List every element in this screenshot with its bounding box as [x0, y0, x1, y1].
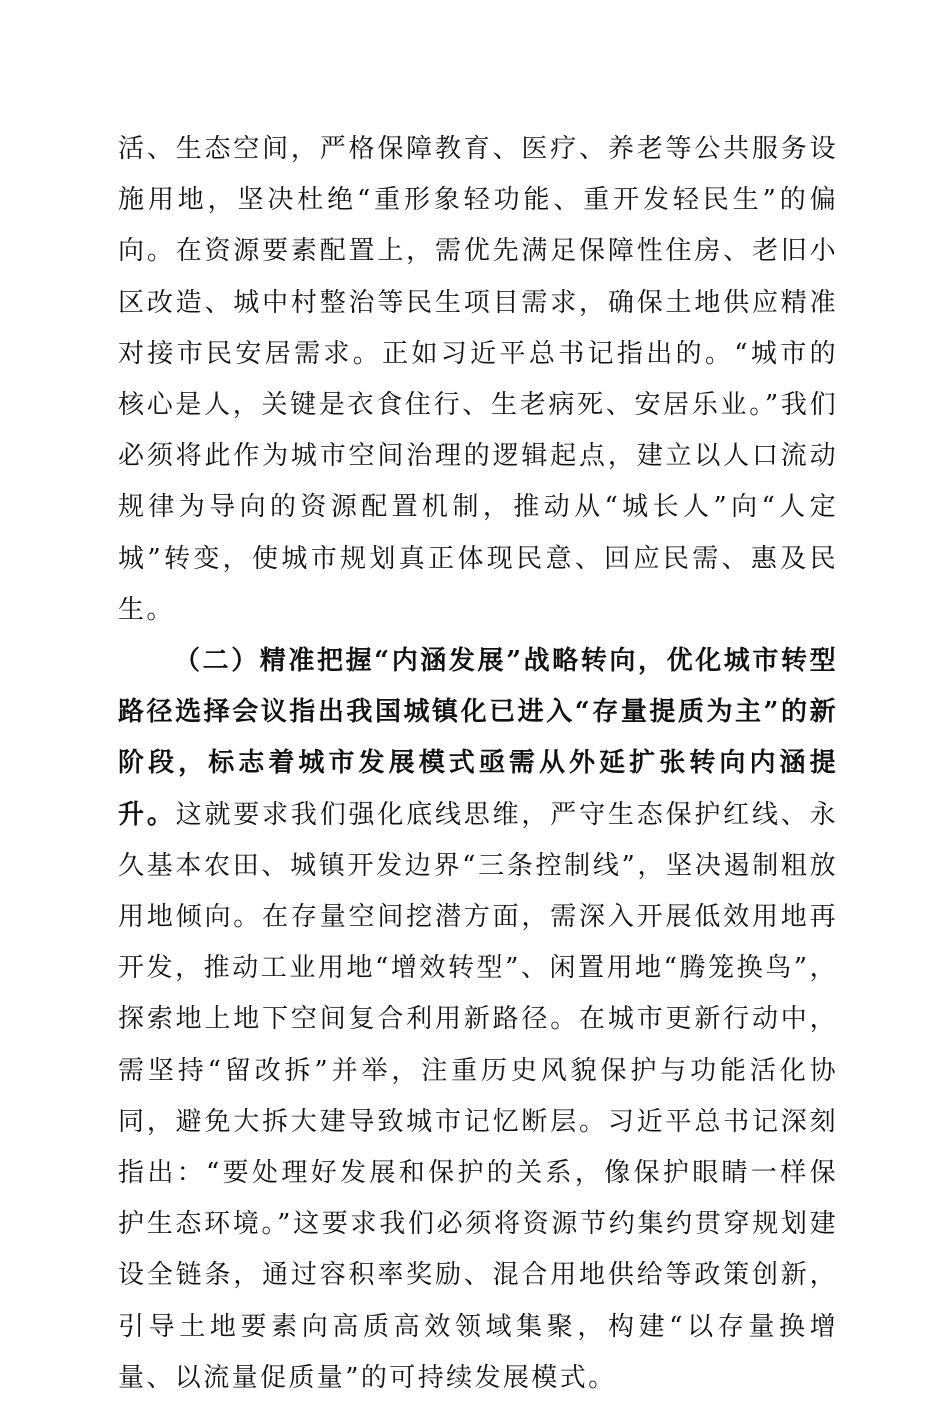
- section-heading: （二）精准把握“内涵发展”战略转向，优化城市转型路径选择: [118, 646, 838, 728]
- document-page: [118, 124, 838, 1404]
- section-body-text: 这就要求我们强化底线思维，严守生态保护红线、永久基本农田、城镇开发边界“三条控制线”，坚决遏制粗放用地倾向。在存量空间挖潜方面，需深入开展低效用地再开发，推动工业用地“增效转型”、闲置用地“腾笼换鸟”，探索地上地下空间复合利用新路径。在城市更新行动中，需坚持“留改拆”并举，注重历史风貌保护与功能活化协同，避免大拆大建导致城市记忆断层。习近平总书记深刻指出：“要处理好发展和保护的关系，像保护眼睛一样保护生态环境。”这要求我们必须将资源节约集约贯穿规划建设全链条，通过容积率奖励、混合用地供给等政策创新，引导土地要素向高质高效领域集聚，构建“以存量换增量、以流量促质量”的可持续发展模式。: [118, 799, 838, 1393]
- paragraph-continuation: 活、生态空间，严格保障教育、医疗、养老等公共服务设施用地，坚决杜绝“重形象轻功能、重开发轻民生”的偏向。在资源要素配置上，需优先满足保障性住房、老旧小区改造、城中村整治等民生项目需求，确保土地供应精准对接市民安居需求。正如习近平总书记指出的。“城市的核心是人，关键是衣食住行、生老病死、安居乐业。”我们必须将此作为城市空间治理的逻辑起点，建立以人口流动规律为导向的资源配置机制，推动从“城长人”向“人定城”转变，使城市规划真正体现民意、回应民需、惠及民生。: [118, 134, 838, 625]
- section-lead-sentence: 会议指出我国城镇化已进入“存量提质为主”的新阶段，标志着城市发展模式亟需从外延扩张转向内涵提升。: [118, 697, 838, 830]
- paragraph-section-two: [118, 636, 838, 1404]
